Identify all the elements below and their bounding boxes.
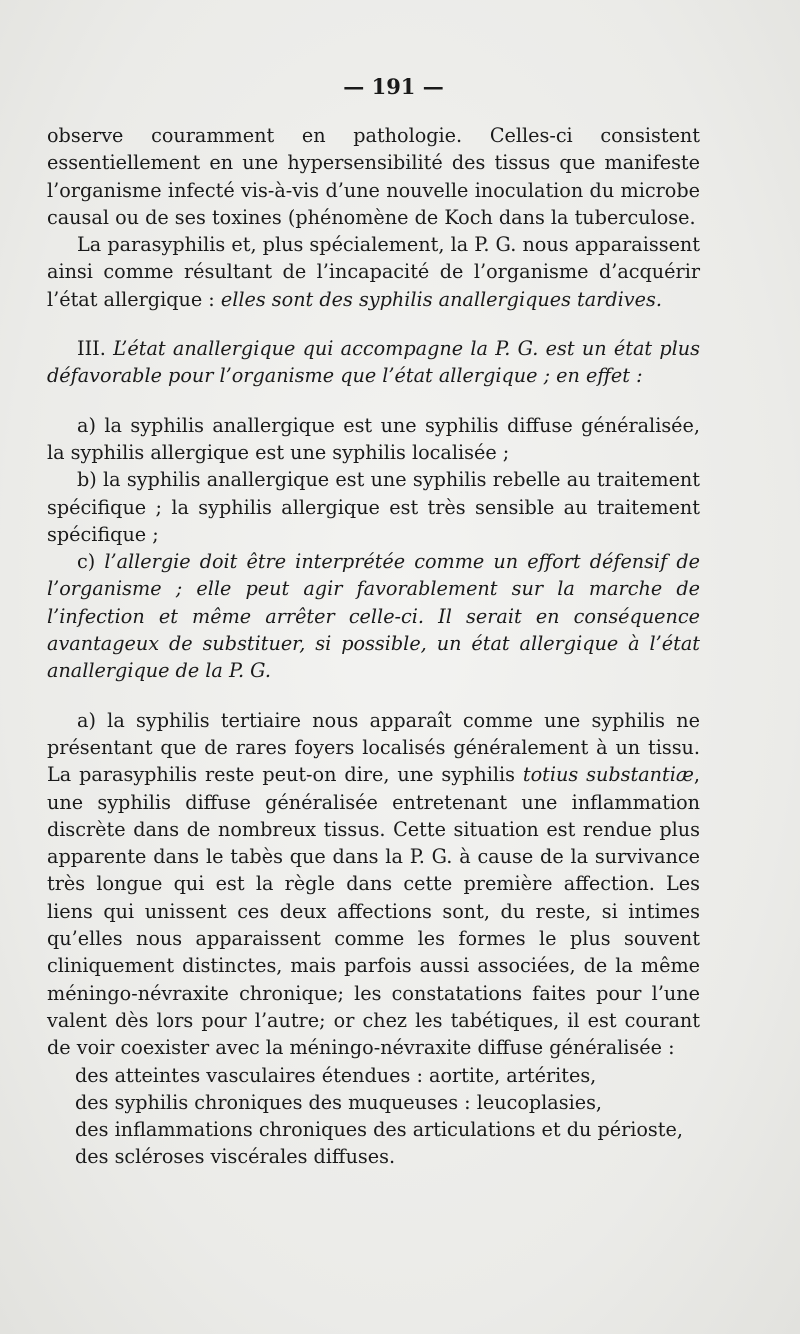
point-c-italic: l’allergie doit être interprétée comme un effort défensif de l’organisme ; elle peut agir favorablement sur la marche de l’infection et même arrêter celle-ci. Il serait en conséquence avantageux de substituer, si possible, un état allergique à l’état anallergique de la P. G. [47, 550, 700, 683]
list-item-vascular: des atteintes vasculaires étendues : aortite, artérites, [75, 1063, 597, 1087]
point-c [47, 548, 700, 684]
paragraph-alpha-latin: totius substantiæ [522, 763, 694, 787]
page-body [47, 122, 700, 1171]
point-b: b) la syphilis anallergique est une syphilis rebelle au traitement spécifique ; la syphilis allergique est très sensible au traitement spécifique ; [47, 468, 700, 546]
paragraph-2-italic: elles sont des syphilis anallergiques tardives. [220, 287, 662, 311]
section-iii-heading: L’état anallergique qui accompagne la P. G. est un état plus défavorable pour l’organisme que l’état allergique ; en effet : [47, 337, 701, 388]
list-item-scleroses: des scléroses viscérales diffuses. [75, 1145, 396, 1169]
list-item-articulations: des inflammations chroniques des articulations et du périoste, [75, 1118, 683, 1142]
paragraph-alpha-text-2: , une syphilis diffuse généralisée entretenant une inflammation discrète dans de nombreux tissus. Cette situation est rendue plus apparente dans le tabès que dans la P. G. à cause de la survivance très longue qui est la règle dans cette première affection. Les liens qui unissent ces deux affections sont, du reste, si intimes qu’elles nous apparaissent comme les formes le plus souvent cliniquement distinctes, mais parfois aussi associées, de la même méningo-névraxite chronique; les constatations faites pour l’une valent dès lors pour l’autre; or chez les tabétiques, il est courant de voir coexister avec la méningo-névraxite diffuse généralisée : [47, 763, 701, 1060]
paragraph-2 [47, 231, 700, 313]
paragraph-alpha-text-1: a) la syphilis tertiaire nous apparaît comme une syphilis ne présentant que de rares foyers localisés généralement à un tissu. La parasyphilis reste peut-on dire, une syphilis [47, 708, 700, 787]
paragraph-2-text: La parasyphilis et, plus spécialement, la P. G. nous apparaissent ainsi comme résultant de l’incapacité de l’organisme d’acquérir l’état allergique : [47, 233, 700, 311]
section-iii [47, 335, 700, 390]
point-a: a) la syphilis anallergique est une syphilis diffuse généralisée, la syphilis allergique est une syphilis localisée ; [47, 413, 700, 464]
point-c-letter: c) [77, 550, 105, 574]
section-iii-numeral: III. [77, 337, 114, 361]
paragraph-alpha [47, 707, 700, 1062]
page-number: — 191 — [343, 74, 444, 99]
paragraph-1: observe couramment en pathologie. Celles-ci consistent essentiellement en une hypersensibilité des tissus que manifeste l’organisme infecté vis-à-vis d’une nouvelle inoculation du microbe causal ou de ses toxines (phénomène de Koch dans la tuberculose. [47, 124, 700, 229]
list-item-mucous: des syphilis chroniques des muqueuses : leucoplasies, [75, 1090, 603, 1114]
